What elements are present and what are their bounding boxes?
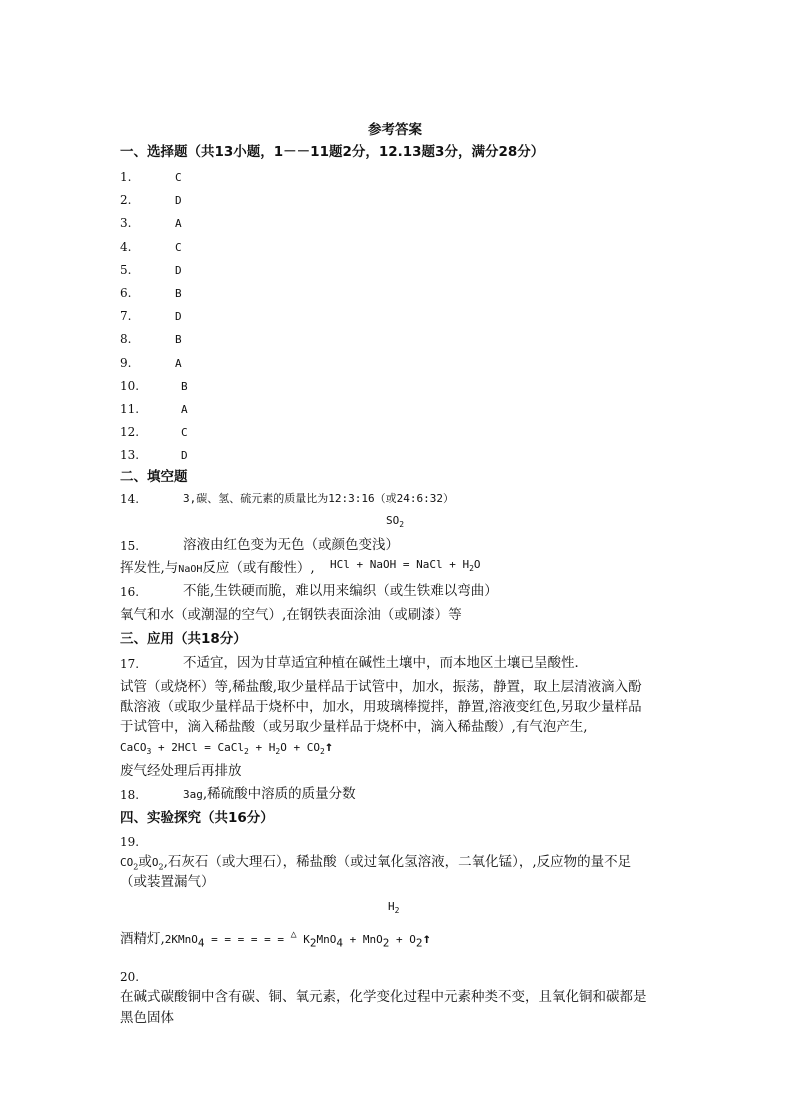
q19-eq-mno: MnO [316, 933, 337, 946]
q17-eq-sub3: 3 [146, 747, 152, 757]
q19-rest: ,石灰石（或大理石），稀盐酸（或过氧化氢溶液，二氧化锰），,反应物的量不足 [163, 854, 632, 870]
section4-heading: 四、实验探究（共16分） [120, 810, 274, 826]
q16-answer: 不能,生铁硬而脆，难以用来编织（或生铁难以弯曲） [183, 583, 498, 599]
q14-number: 14. [120, 492, 140, 506]
q16-line2: 氧气和水（或潮湿的空气）,在钢铁表面涂油（或刷漆）等 [120, 607, 462, 623]
q19-co: CO [120, 856, 134, 869]
q14-formula [386, 512, 404, 534]
q15-equation [330, 556, 481, 578]
q19-eq-k: K [296, 933, 310, 946]
mc-answer-letter: B [175, 287, 182, 300]
q15-naoh: NaOH [178, 564, 203, 575]
q18-mass: 3ag [183, 788, 203, 801]
q15-line2-a: 挥发性,与 [120, 560, 179, 576]
q17-eq-mid3: O + CO [280, 741, 320, 754]
q19-or: 或 [138, 854, 152, 870]
q18-answer [183, 785, 356, 804]
mc-question-number: 12. [120, 425, 140, 439]
q15-eq-a: HCl + NaOH = NaCl + H [330, 558, 470, 571]
q19-h2-sub: 2 [394, 906, 400, 916]
q17-para-line1: 试管（或烧杯）等,稀盐酸,取少量样品于试管中，加水，振荡，静置，取上层清液滴入酚 [120, 679, 642, 695]
mc-answer-letter: C [181, 426, 188, 439]
q17-answer: 不适宜，因为甘草适宜种植在碱性土壤中，而本地区土壤已呈酸性． [183, 655, 588, 671]
q19-eq-sub4: 4 [197, 936, 205, 950]
q19-lamp: 酒精灯, [120, 931, 165, 947]
q15-number: 15. [120, 539, 140, 553]
mc-question-number: 6. [120, 286, 132, 300]
q19-number: 19. [120, 835, 140, 849]
mc-answer-letter: A [175, 357, 182, 370]
q17-last-line: 废气经处理后再排放 [120, 763, 242, 779]
q19-eq-kmno: 2KMnO [164, 933, 198, 946]
mc-answer-letter: B [181, 380, 188, 393]
q15-answer: 溶液由红色变为无色（或颜色变浅） [183, 537, 399, 553]
q19-eq-plus: + MnO [343, 933, 383, 946]
mc-question-number: 4. [120, 240, 132, 254]
mc-question-number: 7. [120, 309, 132, 323]
q19-equation-line [120, 930, 431, 953]
q14-formula-sub: 2 [399, 520, 405, 530]
q14-answer [183, 489, 454, 508]
q20-line2: 黑色固体 [120, 1010, 174, 1026]
mc-answer-letter: B [175, 333, 182, 346]
mc-answer-letter: C [175, 171, 182, 184]
mc-answer-letter: D [175, 194, 182, 207]
mc-question-number: 9. [120, 356, 132, 370]
mc-question-number: 3. [120, 216, 132, 230]
q17-eq-sub2b: 2 [275, 747, 281, 757]
mc-answer-letter: D [175, 264, 182, 277]
q17-eq-sub2c: 2 [319, 747, 325, 757]
mc-question-number: 5. [120, 263, 132, 277]
q17-equation [120, 738, 333, 761]
mc-answer-letter: A [175, 217, 182, 230]
q14-answer-text: 3,碳、氢、硫元素的质量比为12:3:16（或24:6:32） [183, 492, 454, 505]
q17-para-line2: 酞溶液（或取少量样品于烧杯中，加水，用玻璃棒搅拌，静置,溶液变红色,另取少量样品 [120, 699, 642, 715]
q19-eq-delta: △ [290, 929, 297, 940]
q17-eq-mid2: + H [248, 741, 276, 754]
q19-eq-k2: 2 [309, 936, 317, 950]
q19-eq-mn2: 2 [382, 936, 390, 950]
mc-answer-letter: A [181, 403, 188, 416]
q19-eq-o2: 2 [415, 936, 423, 950]
mc-answer-letter: D [181, 449, 188, 462]
page-title: 参考答案 [368, 122, 422, 138]
q15-eq-b: O [473, 558, 481, 571]
q17-eq-mid: + 2HCl = CaCl [151, 741, 245, 754]
mc-question-number: 11. [120, 402, 140, 416]
section2-heading: 二、填空题 [120, 469, 188, 485]
q19-o-sub: 2 [158, 862, 164, 872]
section1-heading: 一、选择题（共13小题，1－－11题2分，12.13题3分，满分28分） [120, 144, 545, 160]
q19-h2-main: H [388, 900, 395, 913]
q17-eq-caco: CaCO [120, 741, 147, 754]
q18-number: 18. [120, 788, 140, 802]
q15-eq-sub: 2 [469, 564, 474, 574]
q17-para-line3: 于试管中，滴入稀盐酸（或另取少量样品于烧杯中，滴入稀盐酸）,有气泡产生, [120, 719, 588, 735]
q17-gas-arrow: ↑ [324, 739, 334, 755]
q19-line2: （或装置漏气） [120, 874, 215, 890]
mc-question-number: 1. [120, 170, 132, 184]
q19-co-sub: 2 [133, 862, 139, 872]
q19-eq-mn4: 4 [336, 936, 344, 950]
q17-number: 17. [120, 657, 140, 671]
q19-eq-equals: = = = = = = [204, 933, 291, 946]
q20-line1: 在碱式碳酸铜中含有碳、铜、氧元素，化学变化过程中元素种类不变，且氧化铜和碳都是 [120, 989, 647, 1005]
mc-question-number: 8. [120, 332, 132, 346]
mc-question-number: 10. [120, 379, 140, 393]
mc-answer-letter: D [175, 310, 182, 323]
q18-text: ,稀硫酸中溶质的质量分数 [202, 786, 356, 802]
mc-question-number: 13. [120, 448, 140, 462]
q17-eq-sub2a: 2 [244, 747, 249, 757]
q19-gas-arrow: ↑ [422, 931, 431, 947]
mc-answer-letter: C [175, 241, 182, 254]
q14-formula-main: SO [386, 514, 400, 527]
q15-line2 [120, 559, 315, 579]
q15-line2-b: 反应（或有酸性）, [202, 560, 315, 576]
q19-o: O [151, 856, 159, 869]
mc-question-number: 2. [120, 193, 132, 207]
q19-h2 [388, 898, 399, 920]
q19-eq-plus2: + O [389, 933, 416, 946]
q16-number: 16. [120, 585, 140, 599]
q20-number: 20. [120, 970, 140, 984]
section3-heading: 三、应用（共18分） [120, 631, 247, 647]
